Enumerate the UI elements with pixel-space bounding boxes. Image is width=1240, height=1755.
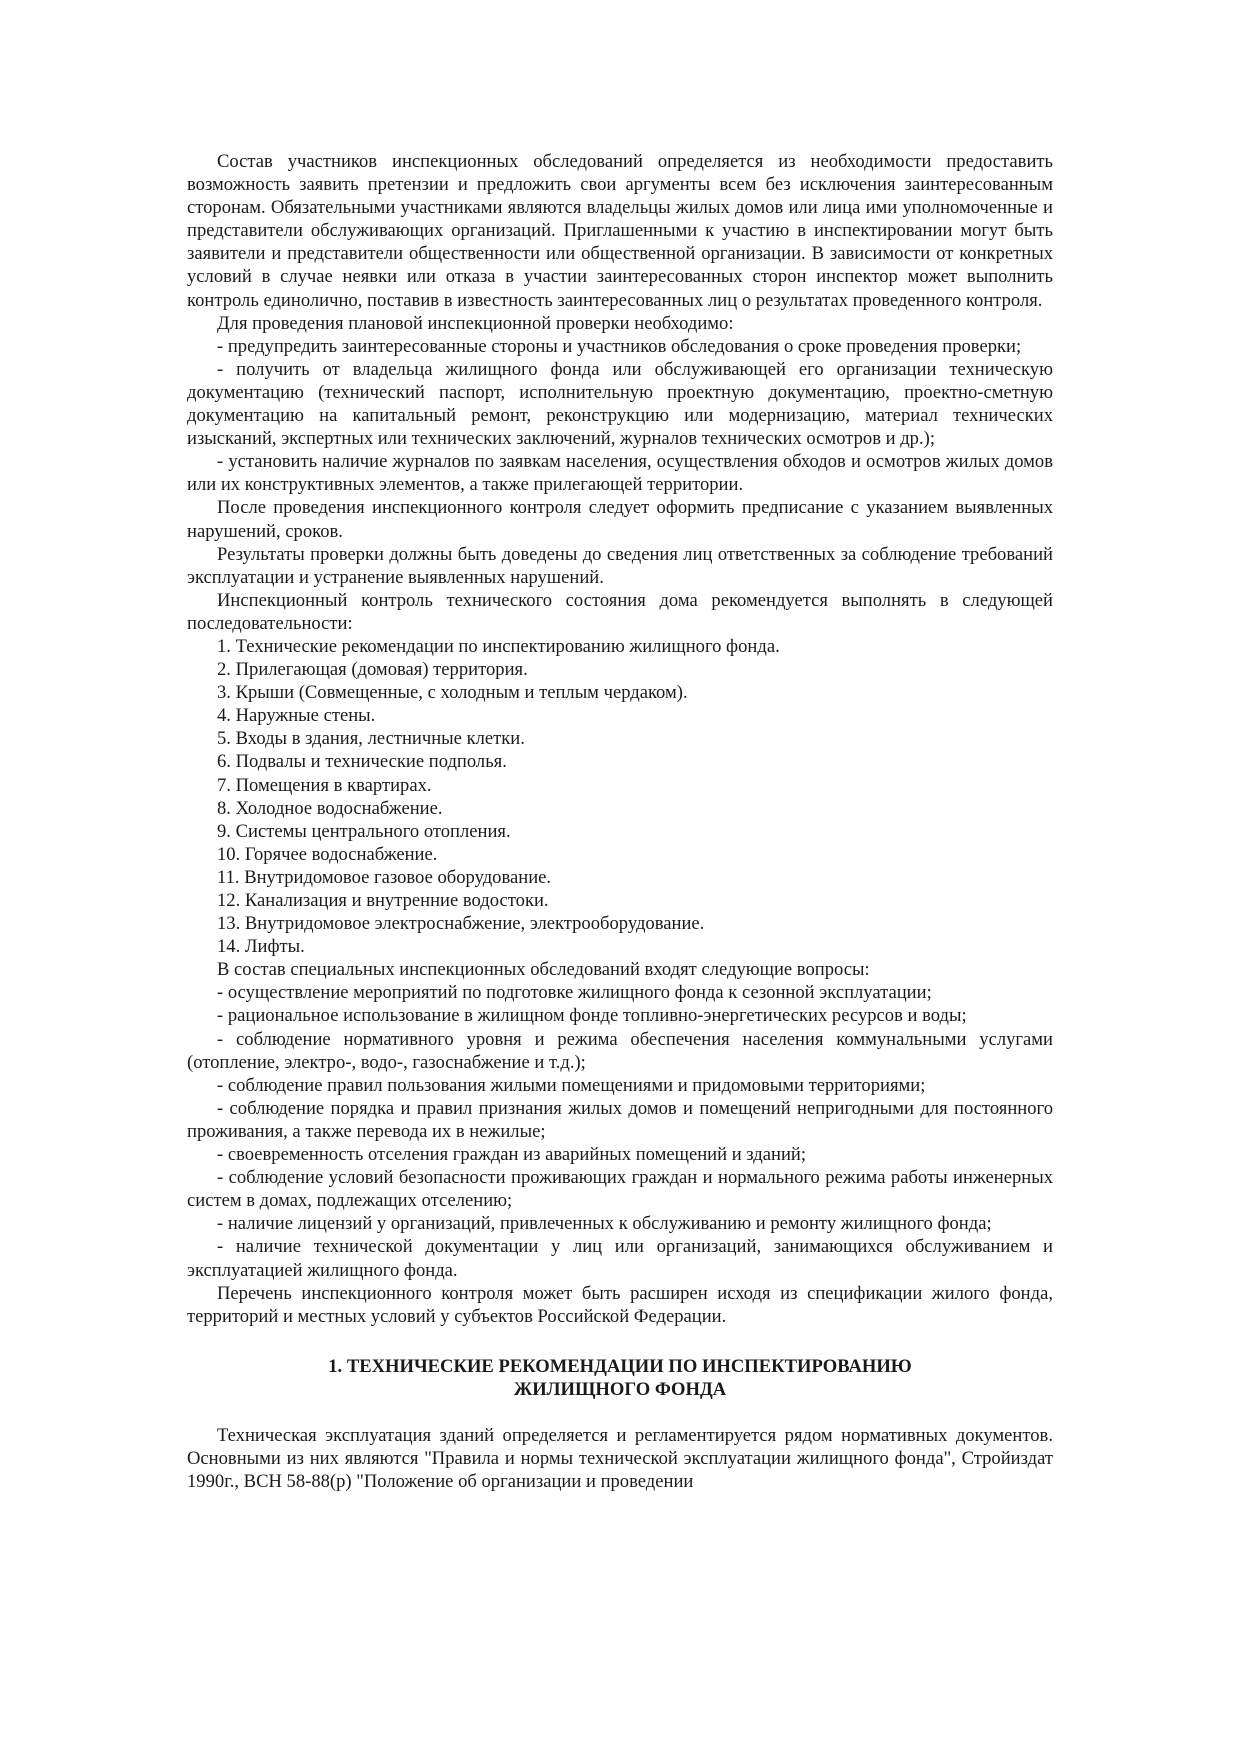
paragraph-bullet: - осуществление мероприятий по подготовке жилищного фонда к сезонной эксплуатации; bbox=[217, 982, 932, 1004]
paragraph-planned-check: Для проведения плановой инспекционной проверки необходимо: bbox=[217, 312, 734, 334]
paragraph-after-inspection: После проведения инспекционного контроля следует оформить предписание с указанием выявленных нарушений, сроков. bbox=[187, 497, 1053, 542]
paragraph-bullet: - соблюдение порядка и правил признания жилых домов и помещений непригодными для постоянного проживания, а также перевода их в нежилые; bbox=[187, 1097, 1053, 1142]
list-item: 13. Внутридомовое электроснабжение, электрооборудование. bbox=[217, 913, 705, 935]
list-item: 6. Подвалы и технические подполья. bbox=[217, 751, 507, 773]
paragraph-bullet: - соблюдение нормативного уровня и режима обеспечения населения коммунальными услугами (отопление, электро-, водо-, газоснабжение и т.д.); bbox=[187, 1028, 1053, 1073]
list-item: 14. Лифты. bbox=[217, 936, 305, 958]
paragraph-participants: Состав участников инспекционных обследований определяется из необходимости предоставить возможность заявить претензии и предложить свои аргументы всем без исключения заинтересованным сторонам. Обязательными участниками являются владельцы жилых домов или лица ими уполномоченные и представители обслуживающих организаций. Приглашенными к участию в инспектировании могут быть заявители и представители общественности или общественной организации. В зависимости от конкретных условий в случае неявки или отказа в участии заинтересованных сторон инспектор может выполнить контроль единолично, поставив в известность заинтересованных лиц о результатах проведенного контроля. bbox=[187, 151, 1053, 311]
list-item: 12. Канализация и внутренние водостоки. bbox=[217, 890, 549, 911]
list-item: 11. Внутридомовое газовое оборудование. bbox=[217, 866, 552, 888]
paragraph-bullet: - наличие технической документации у лиц или организаций, занимающихся обслуживанием и эксплуатацией жилищного фонда. bbox=[187, 1236, 1053, 1281]
list-item: 5. Входы в здания, лестничные клетки. bbox=[217, 728, 525, 750]
paragraph-get-documentation: - получить от владельца жилищного фонда или обслуживающей его организации техническую документацию (технический паспорт, исполнительную проектную документацию, проектно-сметную документацию на капитальный ремонт, реконструкцию или модернизацию, материал технических изысканий, экспертных или технических заключений, журналов технических осмотров и др.); bbox=[187, 358, 1053, 450]
list-item: 4. Наружные стены. bbox=[217, 705, 376, 727]
paragraph-scope: Перечень инспекционного контроля может быть расширен исходя из спецификации жилого фонда, территорий и местных условий у субъектов Российской Федерации. bbox=[187, 1282, 1053, 1327]
paragraph-bullet: - соблюдение условий безопасности проживающих граждан и нормального режима работы инженерных систем в домах, подлежащих отселению; bbox=[187, 1167, 1053, 1212]
paragraph-warn-parties: - предупредить заинтересованные стороны и участников обследования о сроке проведения проверки; bbox=[217, 335, 1022, 357]
section-heading-line-2: ЖИЛИЩНОГО ФОНДА bbox=[513, 1378, 727, 1400]
document-page bbox=[187, 150, 1053, 1493]
paragraph-logbooks: - установить наличие журналов по заявкам населения, осуществления обходов и осмотров жилых домов или их конструктивных элементов, а также прилегающей территории. bbox=[187, 451, 1053, 496]
paragraph-special-intro: В состав специальных инспекционных обследований входят следующие вопросы: bbox=[217, 959, 870, 981]
paragraph-results: Результаты проверки должны быть доведены до сведения лиц ответственных за соблюдение требований эксплуатации и устранение выявленных нарушений. bbox=[187, 543, 1053, 588]
list-item: 3. Крыши (Совмещенные, с холодным и теплым чердаком). bbox=[217, 682, 688, 704]
paragraph-technical-operation: Техническая эксплуатация зданий определяется и регламентируется рядом нормативных документов. Основными из них являются "Правила и нормы технической эксплуатации жилищного фонда", Стройиздат 1990г., ВСН 58-88(р) "Положение об организации и проведении bbox=[187, 1424, 1053, 1492]
paragraph-bullet: - своевременность отселения граждан из аварийных помещений и зданий; bbox=[217, 1144, 807, 1166]
list-item: 8. Холодное водоснабжение. bbox=[217, 797, 443, 819]
paragraph-sequence-intro: Инспекционный контроль технического состояния дома рекомендуется выполнять в следующей последовательности: bbox=[187, 589, 1053, 634]
list-item: 2. Прилегающая (домовая) территория. bbox=[217, 659, 528, 681]
section-heading bbox=[187, 1355, 1053, 1401]
paragraph-bullet: - рациональное использование в жилищном фонде топливно-энергетических ресурсов и воды; bbox=[217, 1005, 967, 1027]
list-item: 7. Помещения в квартирах. bbox=[217, 774, 432, 796]
list-item: 9. Системы центрального отопления. bbox=[217, 820, 511, 842]
paragraph-bullet: - наличие лицензий у организаций, привлеченных к обслуживанию и ремонту жилищного фонда; bbox=[217, 1213, 992, 1235]
list-item: 1. Технические рекомендации по инспектированию жилищного фонда. bbox=[217, 635, 780, 657]
section-heading-line-1: 1. ТЕХНИЧЕСКИЕ РЕКОМЕНДАЦИИ ПО ИНСПЕКТИРОВАНИЮ bbox=[328, 1355, 912, 1377]
paragraph-bullet: - соблюдение правил пользования жилыми помещениями и придомовыми территориями; bbox=[217, 1074, 926, 1096]
list-item: 10. Горячее водоснабжение. bbox=[217, 843, 438, 865]
